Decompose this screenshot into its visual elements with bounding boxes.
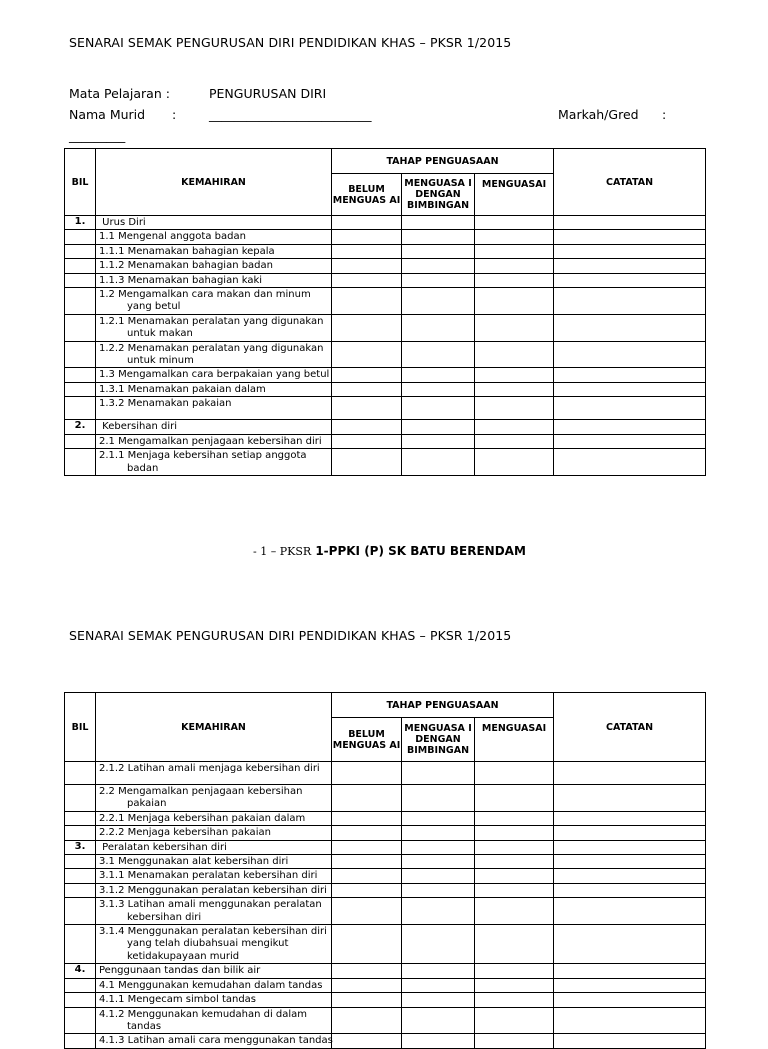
mata-pelajaran-value: PENGURUSAN DIRI xyxy=(209,86,327,101)
belum-cell[interactable] xyxy=(332,762,402,785)
kemahiran-text: 3.1.2 Menggunakan peralatan kebersihan diri xyxy=(99,884,327,896)
menguasai-cell[interactable] xyxy=(475,869,554,883)
table-row xyxy=(65,898,706,925)
kemahiran-cell xyxy=(96,434,332,448)
bil-cell xyxy=(65,1034,96,1048)
catatan-cell[interactable] xyxy=(554,420,706,434)
kemahiran-text: 1.3 Mengamalkan cara berpakaian yang betul xyxy=(99,369,330,381)
dengan-bimbingan-cell[interactable] xyxy=(402,244,475,258)
kemahiran-text: 4.1.1 Mengecam simbol tandas xyxy=(99,994,257,1006)
table-row xyxy=(65,1034,706,1048)
bil-cell xyxy=(65,341,96,368)
kemahiran-text: 1.3.1 Menamakan pakaian dalam xyxy=(99,383,266,395)
table-row xyxy=(65,368,706,382)
table-row xyxy=(65,341,706,368)
kemahiran-text: 1.2.1 Menamakan peralatan yang digunakan xyxy=(99,315,324,327)
kemahiran-text: Penggunaan tandas dan bilik air xyxy=(99,965,261,977)
catatan-cell[interactable] xyxy=(554,288,706,315)
nama-murid-blank[interactable]: __________________________ xyxy=(209,107,372,122)
table-row xyxy=(65,762,706,785)
bil-cell xyxy=(65,288,96,315)
kemahiran-text-continued: yang telah diubahsuai mengikut xyxy=(127,938,289,950)
kemahiran-header: KEMAHIRAN xyxy=(96,149,332,216)
table-row xyxy=(65,925,706,964)
dengan-bimbingan-cell[interactable] xyxy=(402,216,475,230)
belum-header: BELUM MENGUAS AI xyxy=(332,718,402,762)
dengan-bimbingan-cell[interactable] xyxy=(402,420,475,434)
kemahiran-cell xyxy=(96,314,332,341)
catatan-cell[interactable] xyxy=(554,314,706,341)
bil-header: BIL xyxy=(65,149,96,216)
menguasai-cell[interactable] xyxy=(475,840,554,854)
belum-cell[interactable] xyxy=(332,273,402,287)
bil-cell xyxy=(65,1007,96,1034)
kemahiran-text-continued: untuk makan xyxy=(127,328,193,340)
belum-cell[interactable] xyxy=(332,1034,402,1048)
nama-murid-label: Nama Murid xyxy=(69,107,146,122)
kemahiran-text: 2.1.2 Latihan amali menjaga kebersihan diri xyxy=(99,763,320,774)
bil-cell xyxy=(65,785,96,812)
bil-cell xyxy=(65,762,96,785)
catatan-cell[interactable] xyxy=(554,826,706,840)
bil-cell xyxy=(65,314,96,341)
kemahiran-text-continued: badan xyxy=(127,462,159,474)
kemahiran-cell xyxy=(96,341,332,368)
menguasai-cell[interactable] xyxy=(475,762,554,785)
menguasai-cell[interactable] xyxy=(475,259,554,273)
table-row xyxy=(65,288,706,315)
kemahiran-text: 4.1 Menggunakan kemudahan dalam tandas xyxy=(99,979,323,991)
kemahiran-cell xyxy=(96,288,332,315)
dengan-bimbingan-cell[interactable] xyxy=(402,434,475,448)
menguasai-cell[interactable] xyxy=(475,341,554,368)
belum-cell[interactable] xyxy=(332,925,402,964)
kemahiran-text: Kebersihan diri xyxy=(99,421,177,433)
kemahiran-cell xyxy=(96,230,332,244)
catatan-cell[interactable] xyxy=(554,978,706,992)
menguasai-cell[interactable] xyxy=(475,368,554,382)
table-row xyxy=(65,216,706,230)
catatan-header: CATATAN xyxy=(554,693,706,762)
markah-gred-blank[interactable]: _________ xyxy=(69,128,126,143)
menguasai-cell[interactable] xyxy=(475,993,554,1007)
bil-cell xyxy=(65,978,96,992)
table-row xyxy=(65,855,706,869)
catatan-cell[interactable] xyxy=(554,216,706,230)
kemahiran-text: 3.1 Menggunakan alat kebersihan diri xyxy=(99,856,289,868)
dengan-bimbingan-cell[interactable] xyxy=(402,230,475,244)
bil-cell xyxy=(65,925,96,964)
dengan-bimbingan-cell[interactable] xyxy=(402,964,475,978)
kemahiran-cell xyxy=(96,420,332,434)
kemahiran-cell xyxy=(96,978,332,992)
kemahiran-cell xyxy=(96,382,332,396)
dengan-bimbingan-cell[interactable] xyxy=(402,883,475,897)
table-row xyxy=(65,826,706,840)
kemahiran-text-continued: untuk minum xyxy=(127,355,194,367)
kemahiran-cell xyxy=(96,964,332,978)
kemahiran-text: 3.1.1 Menamakan peralatan kebersihan diri xyxy=(99,870,318,882)
dengan-bimbingan-cell[interactable] xyxy=(402,341,475,368)
catatan-cell[interactable] xyxy=(554,230,706,244)
bil-cell: 4. xyxy=(65,964,96,978)
dengan-bimbingan-cell[interactable] xyxy=(402,811,475,825)
dengan-bimbingan-cell[interactable] xyxy=(402,397,475,420)
menguasai-cell[interactable] xyxy=(475,978,554,992)
table-row xyxy=(65,993,706,1007)
markah-gred-colon: : xyxy=(662,107,667,122)
belum-cell[interactable] xyxy=(332,993,402,1007)
kemahiran-text: 4.1.3 Latihan amali cara menggunakan tandas xyxy=(99,1035,333,1047)
dengan-bimbingan-header: MENGUASA I DENGAN BIMBINGAN xyxy=(402,718,475,762)
menguasai-cell[interactable] xyxy=(475,420,554,434)
catatan-cell[interactable] xyxy=(554,869,706,883)
kemahiran-text: 1.3.2 Menamakan pakaian xyxy=(99,398,232,410)
menguasai-cell[interactable] xyxy=(475,314,554,341)
mata-pelajaran-label: Mata Pelajaran : xyxy=(69,86,170,101)
menguasai-cell[interactable] xyxy=(475,1034,554,1048)
menguasai-header: MENGUASAI xyxy=(475,174,554,216)
catatan-cell[interactable] xyxy=(554,785,706,812)
dengan-bimbingan-cell[interactable] xyxy=(402,898,475,925)
kemahiran-text: 4.1.2 Menggunakan kemudahan di dalam xyxy=(99,1008,308,1020)
dengan-bimbingan-cell[interactable] xyxy=(402,382,475,396)
kemahiran-cell xyxy=(96,826,332,840)
menguasai-cell[interactable] xyxy=(475,1007,554,1034)
belum-cell[interactable] xyxy=(332,397,402,420)
table-row xyxy=(65,259,706,273)
table-row xyxy=(65,449,706,476)
table-row xyxy=(65,314,706,341)
kemahiran-text-continued: tandas xyxy=(127,1020,162,1032)
kemahiran-text-continued: pakaian xyxy=(127,798,167,810)
dengan-bimbingan-cell[interactable] xyxy=(402,993,475,1007)
bil-cell: 3. xyxy=(65,840,96,854)
menguasai-cell[interactable] xyxy=(475,397,554,420)
belum-cell[interactable] xyxy=(332,978,402,992)
catatan-cell[interactable] xyxy=(554,368,706,382)
table-row xyxy=(65,964,706,978)
belum-cell[interactable] xyxy=(332,826,402,840)
menguasai-cell[interactable] xyxy=(475,288,554,315)
kemahiran-text: 2.2 Mengamalkan penjagaan kebersihan xyxy=(99,786,303,797)
belum-cell[interactable] xyxy=(332,883,402,897)
dengan-bimbingan-cell[interactable] xyxy=(402,273,475,287)
dengan-bimbingan-cell[interactable] xyxy=(402,1034,475,1048)
kemahiran-text: 1.1.3 Menamakan bahagian kaki xyxy=(99,274,263,286)
menguasai-cell[interactable] xyxy=(475,216,554,230)
catatan-cell[interactable] xyxy=(554,244,706,258)
kemahiran-cell xyxy=(96,273,332,287)
dengan-bimbingan-cell[interactable] xyxy=(402,826,475,840)
belum-cell[interactable] xyxy=(332,964,402,978)
dengan-bimbingan-cell[interactable] xyxy=(402,259,475,273)
catatan-cell[interactable] xyxy=(554,341,706,368)
kemahiran-cell xyxy=(96,259,332,273)
kemahiran-text: 1.2 Mengamalkan cara makan dan minum xyxy=(99,289,311,301)
kemahiran-cell xyxy=(96,993,332,1007)
catatan-cell[interactable] xyxy=(554,855,706,869)
kemahiran-text: 3.1.4 Menggunakan peralatan kebersihan diri xyxy=(99,926,327,938)
dengan-bimbingan-cell[interactable] xyxy=(402,314,475,341)
catatan-cell[interactable] xyxy=(554,273,706,287)
bil-cell xyxy=(65,883,96,897)
kemahiran-text-continued: kebersihan diri xyxy=(127,911,202,923)
dengan-bimbingan-cell[interactable] xyxy=(402,1007,475,1034)
bil-cell xyxy=(65,869,96,883)
catatan-cell[interactable] xyxy=(554,1034,706,1048)
belum-cell[interactable] xyxy=(332,288,402,315)
kemahiran-text: 1.2.2 Menamakan peralatan yang digunakan xyxy=(99,342,324,354)
menguasai-cell[interactable] xyxy=(475,785,554,812)
menguasai-cell[interactable] xyxy=(475,449,554,476)
belum-cell[interactable] xyxy=(332,216,402,230)
catatan-cell[interactable] xyxy=(554,840,706,854)
belum-cell[interactable] xyxy=(332,341,402,368)
menguasai-cell[interactable] xyxy=(475,230,554,244)
tahap-header: TAHAP PENGUASAAN xyxy=(332,149,554,174)
kemahiran-text: Urus Diri xyxy=(99,217,146,228)
kemahiran-cell xyxy=(96,869,332,883)
table-row xyxy=(65,840,706,854)
menguasai-cell[interactable] xyxy=(475,855,554,869)
menguasai-cell[interactable] xyxy=(475,244,554,258)
table-row xyxy=(65,811,706,825)
bil-cell xyxy=(65,368,96,382)
bil-cell xyxy=(65,230,96,244)
belum-cell[interactable] xyxy=(332,434,402,448)
belum-cell[interactable] xyxy=(332,840,402,854)
bil-cell xyxy=(65,993,96,1007)
table-row xyxy=(65,883,706,897)
page-footer xyxy=(253,544,526,558)
kemahiran-text-continued: yang betul xyxy=(127,301,181,313)
dengan-bimbingan-cell[interactable] xyxy=(402,925,475,964)
bil-cell xyxy=(65,826,96,840)
menguasai-cell[interactable] xyxy=(475,883,554,897)
dengan-bimbingan-cell[interactable] xyxy=(402,855,475,869)
catatan-cell[interactable] xyxy=(554,762,706,785)
page-title-2: SENARAI SEMAK PENGURUSAN DIRI PENDIDIKAN KHAS – PKSR 1/2015 xyxy=(69,628,512,643)
catatan-cell[interactable] xyxy=(554,434,706,448)
tahap-header: TAHAP PENGUASAAN xyxy=(332,693,554,718)
table-row xyxy=(65,230,706,244)
kemahiran-cell xyxy=(96,397,332,420)
menguasai-cell[interactable] xyxy=(475,826,554,840)
table-row xyxy=(65,382,706,396)
kemahiran-text-continued: ketidakupayaan murid xyxy=(127,950,240,962)
kemahiran-text: 1.1 Mengenal anggota badan xyxy=(99,231,246,243)
kemahiran-cell xyxy=(96,244,332,258)
menguasai-cell[interactable] xyxy=(475,964,554,978)
catatan-cell[interactable] xyxy=(554,964,706,978)
kemahiran-cell xyxy=(96,449,332,476)
dengan-bimbingan-cell[interactable] xyxy=(402,869,475,883)
table-row xyxy=(65,434,706,448)
bil-cell xyxy=(65,244,96,258)
kemahiran-cell xyxy=(96,368,332,382)
kemahiran-text: 3.1.3 Latihan amali menggunakan peralatan xyxy=(99,899,322,911)
table-row xyxy=(65,978,706,992)
bil-cell xyxy=(65,449,96,476)
dengan-bimbingan-cell[interactable] xyxy=(402,368,475,382)
dengan-bimbingan-header: MENGUASA I DENGAN BIMBINGAN xyxy=(402,174,475,216)
menguasai-header: MENGUASAI xyxy=(475,718,554,762)
kemahiran-header: KEMAHIRAN xyxy=(96,693,332,762)
checklist-table-2 xyxy=(64,692,706,1049)
bil-header: BIL xyxy=(65,693,96,762)
belum-cell[interactable] xyxy=(332,230,402,244)
bil-cell xyxy=(65,382,96,396)
belum-cell[interactable] xyxy=(332,869,402,883)
kemahiran-cell xyxy=(96,762,332,785)
menguasai-cell[interactable] xyxy=(475,273,554,287)
kemahiran-cell xyxy=(96,1007,332,1034)
dengan-bimbingan-cell[interactable] xyxy=(402,840,475,854)
belum-cell[interactable] xyxy=(332,382,402,396)
catatan-cell[interactable] xyxy=(554,397,706,420)
table-row xyxy=(65,420,706,434)
kemahiran-cell xyxy=(96,840,332,854)
belum-cell[interactable] xyxy=(332,314,402,341)
table-row xyxy=(65,785,706,812)
menguasai-cell[interactable] xyxy=(475,925,554,964)
catatan-header: CATATAN xyxy=(554,149,706,216)
kemahiran-cell xyxy=(96,898,332,925)
belum-cell[interactable] xyxy=(332,368,402,382)
menguasai-cell[interactable] xyxy=(475,434,554,448)
kemahiran-text: 2.2.1 Menjaga kebersihan pakaian dalam xyxy=(99,812,306,824)
belum-cell[interactable] xyxy=(332,811,402,825)
kemahiran-cell xyxy=(96,925,332,964)
belum-cell[interactable] xyxy=(332,855,402,869)
bil-cell xyxy=(65,855,96,869)
catatan-cell[interactable] xyxy=(554,898,706,925)
menguasai-cell[interactable] xyxy=(475,898,554,925)
kemahiran-text: 2.1 Mengamalkan penjagaan kebersihan diri xyxy=(99,435,322,447)
markah-gred-label: Markah/Gred xyxy=(558,107,639,122)
belum-header: BELUM MENGUAS AI xyxy=(332,174,402,216)
catatan-cell[interactable] xyxy=(554,1007,706,1034)
bil-cell: 1. xyxy=(65,216,96,230)
dengan-bimbingan-cell[interactable] xyxy=(402,288,475,315)
kemahiran-cell xyxy=(96,216,332,230)
dengan-bimbingan-cell[interactable] xyxy=(402,762,475,785)
kemahiran-cell xyxy=(96,855,332,869)
page-title: SENARAI SEMAK PENGURUSAN DIRI PENDIDIKAN KHAS – PKSR 1/2015 xyxy=(69,35,512,50)
nama-murid-colon: : xyxy=(172,107,177,122)
kemahiran-text: 2.2.2 Menjaga kebersihan pakaian xyxy=(99,827,271,839)
dengan-bimbingan-cell[interactable] xyxy=(402,449,475,476)
checklist-table-1 xyxy=(64,148,706,476)
catatan-cell[interactable] xyxy=(554,883,706,897)
belum-cell[interactable] xyxy=(332,420,402,434)
catatan-cell[interactable] xyxy=(554,993,706,1007)
dengan-bimbingan-cell[interactable] xyxy=(402,978,475,992)
kemahiran-text: Peralatan kebersihan diri xyxy=(99,841,227,853)
catatan-cell[interactable] xyxy=(554,259,706,273)
belum-cell[interactable] xyxy=(332,1007,402,1034)
bil-cell xyxy=(65,273,96,287)
table-row xyxy=(65,244,706,258)
catatan-cell[interactable] xyxy=(554,925,706,964)
belum-cell[interactable] xyxy=(332,898,402,925)
school-name: 1-PPKI (P) SK BATU BERENDAM xyxy=(311,544,526,558)
table-row xyxy=(65,1007,706,1034)
catatan-cell[interactable] xyxy=(554,382,706,396)
kemahiran-cell xyxy=(96,883,332,897)
page-number: - 1 – PKSR xyxy=(253,545,312,558)
belum-cell[interactable] xyxy=(332,785,402,812)
kemahiran-cell xyxy=(96,1034,332,1048)
bil-cell xyxy=(65,898,96,925)
kemahiran-text: 1.1.1 Menamakan bahagian kepala xyxy=(99,245,275,257)
belum-cell[interactable] xyxy=(332,259,402,273)
kemahiran-cell xyxy=(96,785,332,812)
kemahiran-cell xyxy=(96,811,332,825)
menguasai-cell[interactable] xyxy=(475,811,554,825)
bil-cell: 2. xyxy=(65,420,96,434)
catatan-cell[interactable] xyxy=(554,811,706,825)
bil-cell xyxy=(65,259,96,273)
belum-cell[interactable] xyxy=(332,449,402,476)
bil-cell xyxy=(65,811,96,825)
table-row xyxy=(65,397,706,420)
catatan-cell[interactable] xyxy=(554,449,706,476)
belum-cell[interactable] xyxy=(332,244,402,258)
kemahiran-text: 2.1.1 Menjaga kebersihan setiap anggota xyxy=(99,450,307,462)
table-row xyxy=(65,273,706,287)
dengan-bimbingan-cell[interactable] xyxy=(402,785,475,812)
bil-cell xyxy=(65,434,96,448)
kemahiran-text: 1.1.2 Menamakan bahagian badan xyxy=(99,260,273,272)
bil-cell xyxy=(65,397,96,420)
table-row xyxy=(65,869,706,883)
menguasai-cell[interactable] xyxy=(475,382,554,396)
